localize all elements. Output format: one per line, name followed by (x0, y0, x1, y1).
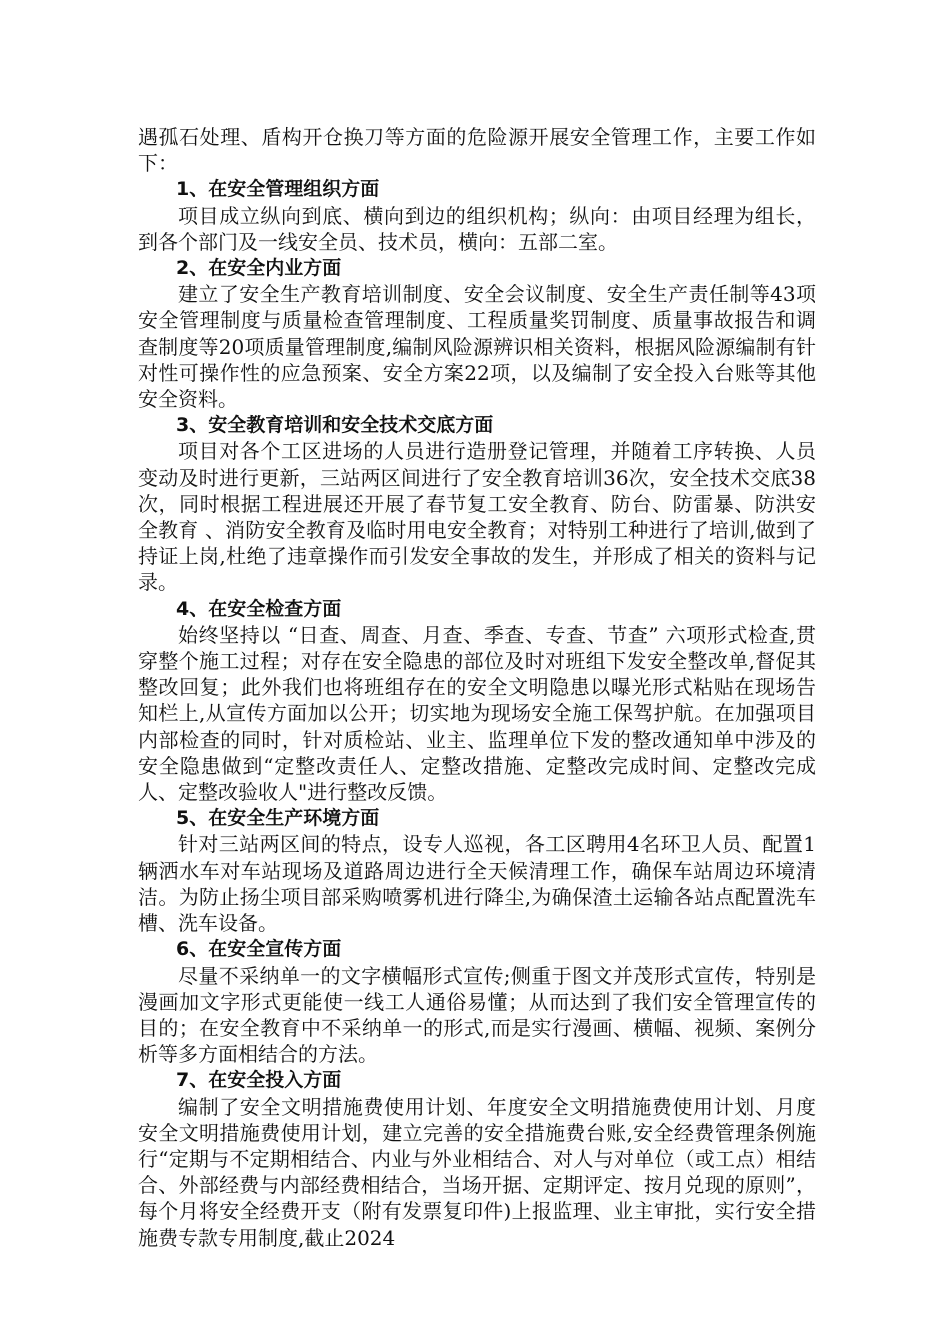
section-heading-2: 2、在安全内业方面 (176, 257, 342, 280)
section-heading-7: 7、在安全投入方面 (176, 1069, 342, 1092)
intro-paragraph: 遇孤石处理、盾构开仓换刀等方面的危险源开展安全管理工作，主要工作如下： (138, 125, 816, 176)
section-body-4: 始终坚持以 “日查、周查、月查、季查、专查、节查” 六项形式检查,贯穿整个施工过程；对存在安全隐患的部位及时对班组下发安全整改单,督促其整改回复；此外我们也将班组存在的安全文明隐患以曝光形式粘贴在现场告知栏上,从宣传方面加以公开；切实地为现场安全施工保驾护航。在加强项目内部检查的同时，针对质检站、业主、监理单位下发的整改通知单中涉及的安全隐患做到“定整改责任人、定整改措施、定整改完成时间、定整改完成人、定整改验收人"进行整改反馈。 (138, 622, 816, 805)
section-body-1: 项目成立纵向到底、横向到边的组织机构；纵向：由项目经理为组长，到各个部门及一线安全员、技术员，横向：五部二室。 (138, 203, 816, 254)
document-page (138, 124, 816, 1251)
section-heading-5: 5、在安全生产环境方面 (176, 807, 380, 830)
section-heading-1: 1、在安全管理组织方面 (176, 178, 380, 201)
section-heading-3: 3、安全教育培训和安全技术交底方面 (176, 414, 494, 437)
section-body-6: 尽量不采纳单一的文字横幅形式宣传;侧重于图文并茂形式宣传，特别是漫画加文字形式更能使一线工人通俗易懂；从而达到了我们安全管理宣传的目的；在安全教育中不采纳单一的形式,而是实行漫画、横幅、视频、案例分析等多方面相结合的方法。 (138, 963, 816, 1067)
section-body-2: 建立了安全生产教育培训制度、安全会议制度、安全生产责任制等43项安全管理制度与质量检查管理制度、工程质量奖罚制度、质量事故报告和调查制度等20项质量管理制度,编制风险源辨识相关资料，根据风险源编制有针对性可操作性的应急预案、安全方案22项，以及编制了安全投入台账等其他安全资料。 (138, 282, 816, 412)
section-heading-6: 6、在安全宣传方面 (176, 938, 342, 961)
section-heading-4: 4、在安全检查方面 (176, 597, 342, 620)
section-body-3: 项目对各个工区进场的人员进行造册登记管理，并随着工序转换、人员变动及时进行更新，三站两区间进行了安全教育培训36次，安全技术交底38次，同时根据工程进展还开展了春节复工安全教育、防台、防雷暴、防洪安全教育 、消防安全教育及临时用电安全教育；对特别工种进行了培训,做到了持证上岗,杜绝了违章操作而引发安全事故的发生，并形成了相关的资料与记录。 (138, 439, 816, 595)
section-body-7: 编制了安全文明措施费使用计划、年度安全文明措施费使用计划、月度安全文明措施费使用计划，建立完善的安全措施费台账,安全经费管理条例施行“定期与不定期相结合、内业与外业相结合、对人与对单位（或工点）相结合、外部经费与内部经费相结合，当场开据、定期评定、按月兑现的原则”，每个月将安全经费开支（附有发票复印件)上报监理、业主审批，实行安全措施费专款专用制度,截止2024 (138, 1094, 816, 1250)
section-body-5: 针对三站两区间的特点，设专人巡视，各工区聘用4名环卫人员、配置1辆洒水车对车站现场及道路周边进行全天候清理工作，确保车站周边环境清洁。为防止扬尘项目部采购喷雾机进行降尘,为确保渣土运输各站点配置洗车槽、洗车设备。 (138, 832, 816, 936)
